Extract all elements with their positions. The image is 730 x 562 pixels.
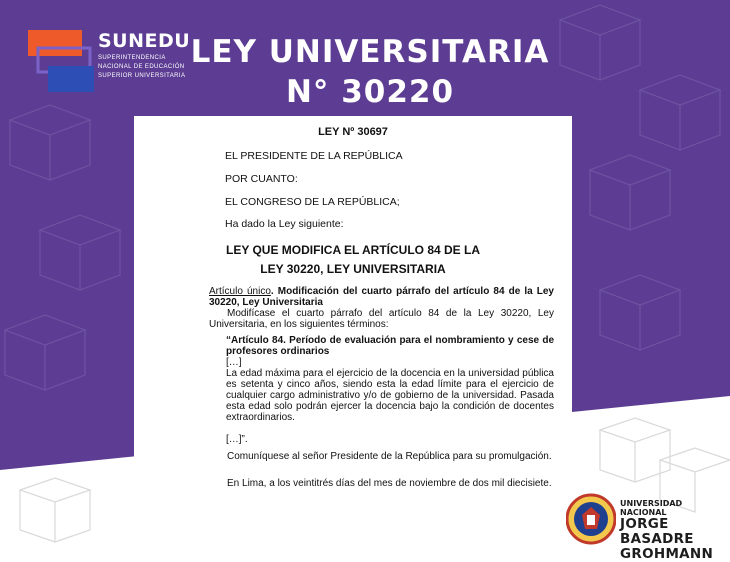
sunedu-logo-text [98,30,190,81]
closing-paragraph-2: En Lima, a los veintitrés días del mes de noviembre de dos mil diecisiete. [227,478,552,489]
doc-line: EL PRESIDENTE DE LA REPÚBLICA [225,150,403,162]
quote-body: La edad máxima para el ejercicio de la docencia en la universidad pública es setenta y cinco años, siendo esta la edad límite para el ejercicio de cualquier cargo administrativo y/o de gobierno de la universidad. Pasada esta edad solo podrán ejercer la docencia bajo la condición de docentes extraordinarios. [226,368,554,423]
logo-subtitle-line: SUPERINTENDENCIA [98,55,166,61]
logo-subtitle-line: SUPERIOR UNIVERSITARIA [98,73,186,79]
closing-paragraph-1: Comuníquese al señor Presidente de la República para su promulgación. [227,451,552,462]
slide-title-line-2: N° 30220 [285,74,455,110]
university-line-2: JORGE BASADRE [620,516,694,547]
law-document [134,116,572,513]
logo-name: SUNEDU [98,30,191,52]
doc-line: Ha dado la Ley siguiente: [225,218,344,230]
ellipsis-close: […]”. [226,434,248,445]
law-number: LEY Nº 30697 [318,126,388,138]
quote-heading: “Artículo 84. Período de evaluación para el nombramiento y cese de profesores ordinarios [226,335,554,357]
logo-subtitle [98,54,190,81]
article-heading [209,286,554,308]
doc-line: POR CUANTO: [225,173,298,185]
university-line-3: GROHMANN [620,546,714,562]
article-body: Modifícase el cuarto párrafo del artículo 84 de la Ley 30220, Ley Universitaria, en los siguientes términos: [209,308,554,330]
logo-subtitle-line: NACIONAL DE EDUCACIÓN [98,64,185,70]
article-heading-text: . Modificación del cuarto párrafo del artículo 84 de la Ley 30220, Ley Universitaria [209,286,554,308]
university-name [620,499,730,562]
law-title-line-2: LEY 30220, LEY UNIVERSITARIA [260,262,446,276]
article-label: Artículo único [209,286,271,297]
doc-line: EL CONGRESO DE LA REPÚBLICA; [225,196,400,208]
slide-title-line-1: LEY UNIVERSITARIA [190,34,550,70]
university-line-1: UNIVERSIDAD NACIONAL [620,499,683,517]
university-seal-icon [566,491,616,547]
ellipsis-open: […] [226,357,242,368]
law-title-line-1: LEY QUE MODIFICA EL ARTÍCULO 84 DE LA [225,243,481,257]
